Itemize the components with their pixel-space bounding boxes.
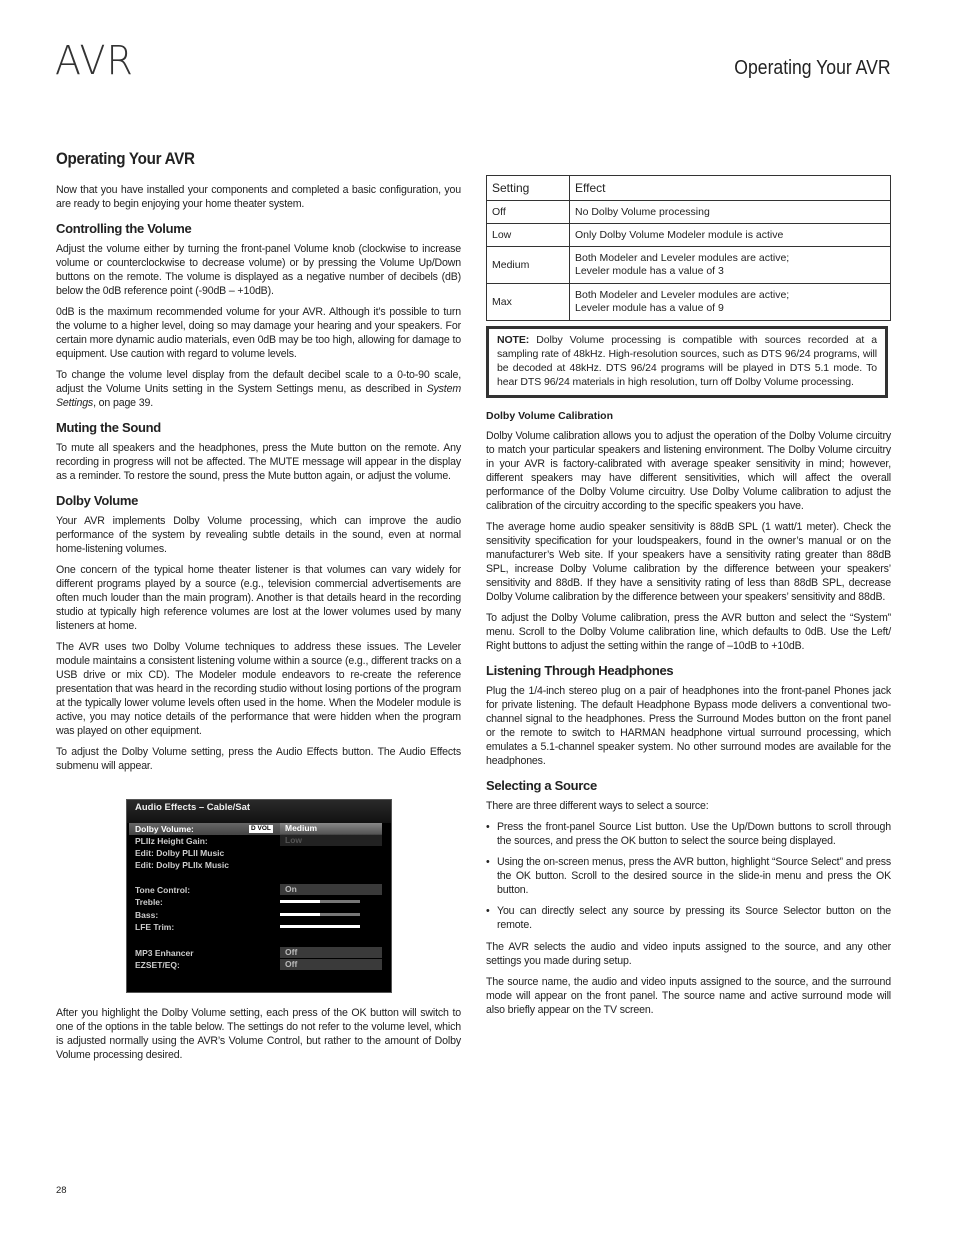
system-settings-ref: System Settings (56, 383, 461, 409)
osd-row-lfe-trim[interactable]: LFE Trim: (129, 921, 382, 933)
list-item: • Press the front-panel Source List button. Use the Up/Down buttons to scroll through the sources, and press the OK button to select the source being displayed. (486, 820, 891, 848)
headphones-paragraph: Plug the 1/4-inch stereo plug on a pair of headphones into the front-panel Phones jack for private listening. The default Headphone Bypass mode delivers a conventional two-channel signal to the headphones. Press the Surround Modes button on the front panel or the remote to switch to HARMAN headphone virtual surround processing, which emulates a 5.1-channel speaker system. No other surround modes are available for the headphones. (486, 685, 891, 767)
left-column-bottom (56, 1006, 461, 1069)
note-box (486, 326, 888, 398)
table-header-effect: Effect (570, 176, 891, 201)
audio-effects-screen (126, 799, 392, 993)
dolby-paragraph-4: To adjust the Dolby Volume setting, press the Audio Effects button. The Audio Effects submenu will appear. (56, 746, 461, 772)
osd-row-dolby-volume[interactable]: Dolby Volume: D VOL Medium (129, 823, 382, 835)
treble-slider[interactable] (280, 900, 360, 903)
dolby-heading: Dolby Volume (56, 493, 139, 508)
source-method-list (486, 820, 891, 932)
osd-row-treble[interactable]: Treble: (129, 896, 382, 908)
source-paragraph-2: The AVR selects the audio and video inputs assigned to the source, and any other settings you made during setup. (486, 941, 891, 967)
table-row: Medium Both Modeler and Leveler modules are active; Leveler module has a value of 3 (487, 247, 891, 284)
dolby-paragraph-3: The AVR uses two Dolby Volume techniques to address these issues. The Leveler module maintains a consistent listening volume within a source (e.g., different tracks on a USB drive or mix CD). The Modeler module endeavors to re-create the reference presentation that was heard in the recording studio without losing portions of the program at the typically lower volume levels often used in the home. When the Modeler module is active, you may notice details of the performance that were hidden when the program was played on other equipment. (56, 641, 461, 737)
page-number: 28 (56, 1185, 67, 1196)
osd-row-tone-control[interactable]: Tone Control: On (129, 884, 382, 896)
note-text: Dolby Volume processing is compatible with sources recorded at a sampling rate of 48kHz. High-resolution sources, such as DTS 96/24 programs, will be decoded at 48kHz. DTS 96/24 programs will be played in DTS 5.1 mode. To hear DTS 96/24 materials in high resolution, turn off Dolby Volume processing. (497, 334, 877, 388)
list-item: • You can directly select any source by pressing its Source Selector button on the remote. (486, 904, 891, 932)
right-column (486, 404, 891, 1024)
source-heading: Selecting a Source (486, 778, 597, 793)
osd-row-edit-pliix[interactable]: Edit: Dolby PLIIx Music (135, 860, 229, 870)
brand-logo: AVR (55, 38, 134, 84)
volume-paragraph-2: 0dB is the maximum recommended volume for your AVR. Although it’s possible to turn the volume to a higher level, doing so may damage your hearing and your speakers. For certain more dynamic audio materials, even 0dB may be too high, allowing for damage to equipment. Use caution with regard to volume levels. (56, 306, 461, 360)
table-header-setting: Setting (487, 176, 570, 201)
calibration-paragraph-3: To adjust the Dolby Volume calibration, press the AVR button and select the “System” menu. Scroll to the Dolby Volume calibration line, which defaults to 0dB. Use the Left/ Right buttons to adjust the setting within the range of –10dB to +10dB. (486, 612, 891, 652)
calibration-heading: Dolby Volume Calibration (486, 410, 613, 422)
source-paragraph-3: The source name, the audio and video inputs assigned to the source, and the surround mode will appear on the front panel. The source name and active surround mode will also briefly appear on the TV screen. (486, 976, 891, 1016)
mute-paragraph: To mute all speakers and the headphones, press the Mute button on the remote. Any recording in progress will not be affected. The MUTE message will appear in the display as a reminder. To restore the sound, press the Mute button again, or adjust the volume. (56, 442, 461, 482)
table-row: Low Only Dolby Volume Modeler module is active (487, 224, 891, 247)
bass-slider[interactable] (280, 913, 360, 916)
lfe-trim-slider[interactable] (280, 925, 360, 928)
dolby-settings-table (486, 175, 891, 321)
dolby-volume-value: Medium (280, 823, 382, 834)
table-header-row (487, 176, 891, 201)
headphones-heading: Listening Through Headphones (486, 663, 674, 678)
calibration-paragraph-1: Dolby Volume calibration allows you to adjust the operation of the Dolby Volume circuitry to match your particular speakers and listening environment. The Dolby Volume circuitry in your AVR is factory-calibrated with average speaker sensitivity in mind; however, different speakers may have different sensitivities, which will affect the overall performance of the Dolby Volume circuitry. Use Dolby Volume calibration to adjust the calibration of the circuitry according to the specific speakers you have. (486, 430, 891, 512)
mp3-enhancer-value: Off (280, 947, 382, 958)
osd-title: Audio Effects – Cable/Sat (127, 800, 391, 823)
dolby-volume-logo-icon: D VOL (251, 825, 271, 832)
tone-control-value: On (280, 884, 382, 895)
source-paragraph-1: There are three different ways to select a source: (486, 800, 709, 812)
ezset-eq-value: Off (280, 959, 382, 970)
height-gain-value: Low (280, 835, 382, 846)
table-row: Off No Dolby Volume processing (487, 201, 891, 224)
osd-row-height-gain[interactable]: PLIIz Height Gain: Low (129, 835, 382, 847)
osd-row-ezset-eq[interactable]: EZSET/EQ: Off (129, 959, 382, 971)
osd-row-bass[interactable]: Bass: (129, 909, 382, 921)
intro-paragraph: Now that you have installed your components and completed a basic configuration, you are ready to begin enjoying your home theater system. (56, 184, 461, 210)
calibration-paragraph-2: The average home audio speaker sensitivity is 88dB SPL (1 watt/1 meter). Check the sensitivity specification for your loudspeakers, found in the owner’s manual or on the manufacturer’s Web site. If your speakers have a sensitivity rating greater than 88dB SPL, increase Dolby Volume calibration by the difference between your speakers’ sensitivity and 88dB. If they have a sensitivity rating of less than 88dB SPL, decrease Dolby Volume calibration by the difference between your speakers’ sensitivity and 88dB. (486, 521, 891, 603)
volume-paragraph-3: To change the volume level display from the default decibel scale to a 0-to-90 scale, adjust the Volume Units setting in the System Settings menu, as described in System Settings, on page 39. (56, 369, 461, 409)
volume-heading: Controlling the Volume (56, 221, 192, 236)
osd-row-edit-plii[interactable]: Edit: Dolby PLII Music (135, 848, 225, 858)
note-label: NOTE: (497, 334, 530, 346)
volume-paragraph-1: Adjust the volume either by turning the front-panel Volume knob (clockwise to increase volume or counterclockwise to decrease volume) or by pressing the Volume Up/Down buttons on the remote. The volume is displayed as a negative number of decibels (dB) below the 0dB reference point (-90dB – +10dB). (56, 243, 461, 297)
page-title: Operating Your AVR (56, 150, 195, 168)
running-header: Operating Your AVR (734, 57, 891, 79)
list-item: • Using the on-screen menus, press the AVR button, highlight “Source Select” and press the OK button. Scroll to the desired source in the slide-in menu and press the OK button. (486, 855, 891, 897)
dolby-paragraph-1: Your AVR implements Dolby Volume processing, which can improve the audio performance of the system by revealing subtle details in the sound, even at normal home-listening volumes. (56, 515, 461, 555)
table-row: Max Both Modeler and Leveler modules are active; Leveler module has a value of 9 (487, 284, 891, 321)
dolby-paragraph-5: After you highlight the Dolby Volume setting, each press of the OK button will switch to one of the options in the table below. The settings do not refer to the volume level, which is adjusted normally using the AVR’s Volume Control, but rather to the amount of Dolby Volume processing desired. (56, 1007, 461, 1061)
osd-row-mp3-enhancer[interactable]: MP3 Enhancer Off (129, 947, 382, 959)
left-column (56, 183, 461, 780)
dolby-paragraph-2: One concern of the typical home theater listener is that volumes can vary widely for different programs played by a source (e.g., television commercial advertisements are often much louder than the main program). Another is that details heard in the recording studio at typically high reference volumes are lost at the lower volumes used by many listeners at home. (56, 564, 461, 632)
mute-heading: Muting the Sound (56, 420, 161, 435)
